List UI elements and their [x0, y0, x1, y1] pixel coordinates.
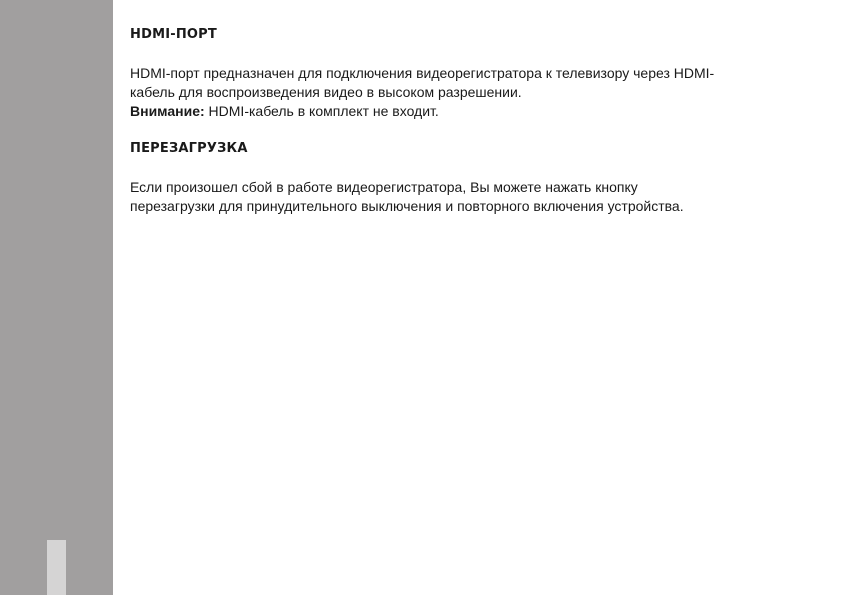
section-heading-hdmi-port: HDMI-ПОРТ — [130, 27, 217, 42]
hdmi-note-text: HDMI-кабель в комплект не входит. — [204, 103, 439, 119]
section-reboot — [130, 140, 830, 216]
hdmi-paragraph — [130, 64, 830, 121]
reboot-paragraph-line-2: перезагрузки для принудительного выключения и повторного включения устройства. — [130, 198, 684, 214]
section-heading-reboot: ПЕРЕЗАГРУЗКА — [130, 141, 248, 156]
reboot-paragraph — [130, 178, 830, 216]
reboot-paragraph-line-1: Если произошел сбой в работе видеорегистратора, Вы можете нажать кнопку — [130, 179, 638, 195]
hdmi-paragraph-line-2: кабель для воспроизведения видео в высоком разрешении. — [130, 84, 522, 100]
side-tab — [47, 540, 66, 595]
hdmi-note-label: Внимание: — [130, 103, 205, 119]
section-hdmi-port — [130, 26, 830, 121]
hdmi-paragraph-line-1: HDMI-порт предназначен для подключения видеорегистратора к телевизору через HDMI- — [130, 65, 715, 81]
side-strip — [0, 0, 113, 595]
document-content — [130, 26, 830, 216]
